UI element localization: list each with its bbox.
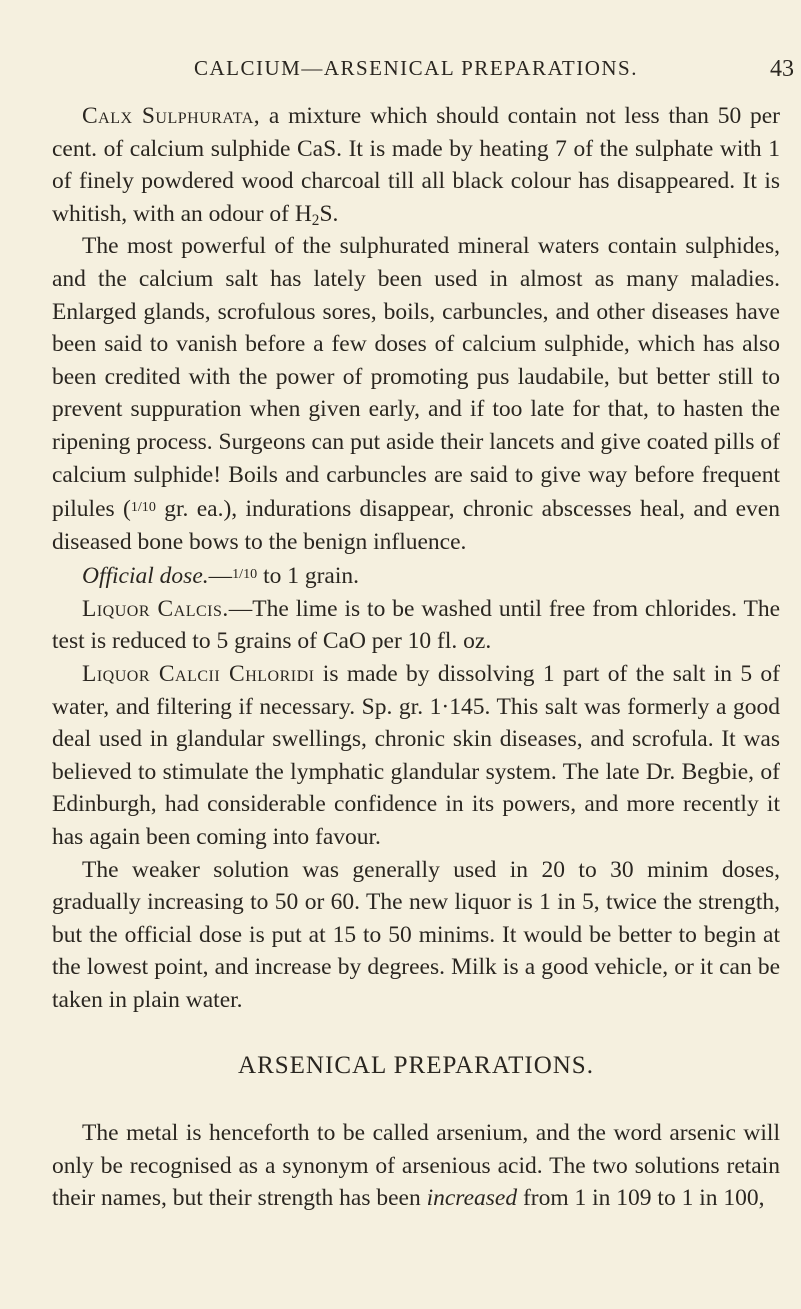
official-dose-label: Official dose.: [82, 563, 209, 590]
calx-text-2: S.: [319, 200, 339, 227]
paragraph-arsenical: [52, 1117, 780, 1215]
arsenical-text-1: The metal is henceforth to be called arsenium, and the word arsenic will only be recognised as a synonym of arsenious acid. The two solutions retain their names, but their strength has been: [52, 1120, 780, 1212]
paragraph-liquor-calcii-chloridi: [52, 658, 780, 854]
page-number: 43: [770, 56, 794, 82]
term-liquor-calcis: Liquor Calcis.: [82, 595, 229, 622]
paragraph-liquor-calcis: [52, 593, 780, 658]
term-liquor-calcii-chloridi: Liquor Calcii Chloridi: [82, 660, 315, 687]
emphasis-increased: increased: [426, 1185, 518, 1212]
paragraph-official-dose: [52, 558, 780, 593]
running-title: CALCIUM—ARSENICAL PREPARATIONS.: [193, 56, 638, 80]
para2-text-1: The most powerful of the sulphurated mineral waters contain sulphides, and the calcium salt has lately been used in almost as many maladies. Enlarged glands, scrofulous sores, boils, carbuncles, and other diseases have been said to vanish before a few doses of calcium sulphide, which has also been credited with the power of promoting pus laudabile, but better still to prevent suppuration when given early, and if too late for that, to hasten the ripening process. Surgeons can put aside their lancets and give coated pills of calcium sulphide! Boils and carbuncles are said to give way before frequent pilules (: [52, 233, 780, 523]
official-dose-text: to 1 grain.: [257, 563, 360, 590]
section-heading: ARSENICAL PREPARATIONS.: [238, 1052, 594, 1080]
fraction-pilule: 1/10: [130, 499, 156, 516]
paragraph-calx-sulphurata: [52, 100, 780, 230]
arsenical-text-2: from 1 in 109 to 1 in 100,: [517, 1185, 765, 1212]
paragraph-sulphurated-waters: [52, 230, 780, 558]
liquor-calcis-text: —The lime is to be washed until free from chlorides. The test is reduced to 5 grains of CaO per 10 fl. oz.: [52, 595, 781, 655]
official-dose-dash: —: [208, 563, 233, 590]
fraction-dose: 1/10: [232, 566, 258, 583]
para2-text-2: gr. ea.), indurations disappear, chronic abscesses heal, and even diseased bone bows to the benign influence.: [52, 496, 780, 555]
calx-text-1: a mixture which should contain not less than 50 per cent. of calcium sulphide CaS. It is made by heating 7 of the sulphate with 1 of finely powdered wood charcoal till all black colour has disappeared. It is whitish, with an odour of H: [52, 103, 780, 227]
term-calx-sulphurata: Calx Sulphurata,: [82, 103, 261, 129]
paragraph-weaker-solution: The weaker solution was generally used in 20 to 30 minim doses, gradually increasing to 50 or 60. The new liquor is 1 in 5, twice the strength, but the official dose is put at 15 to 50 minims. It would be better to begin at the lowest point, and increase by degrees. Milk is a good vehicle, or it can be taken in plain water.: [52, 856, 780, 1013]
subscript-2: 2: [311, 211, 320, 229]
body-text: [52, 100, 780, 1215]
liquor-calcii-text: is made by dissolving 1 part of the salt in 5 of water, and filtering if necessary. Sp. gr. 1·145. This salt was formerly a good deal used in glandular swellings, chronic skin diseases, and scrofula. It was believed to stimulate the lymphatic glandular system. The late Dr. Begbie, of Edinburgh, had considerable confidence in its powers, and more recently it has again been coming into favour.: [52, 660, 780, 850]
